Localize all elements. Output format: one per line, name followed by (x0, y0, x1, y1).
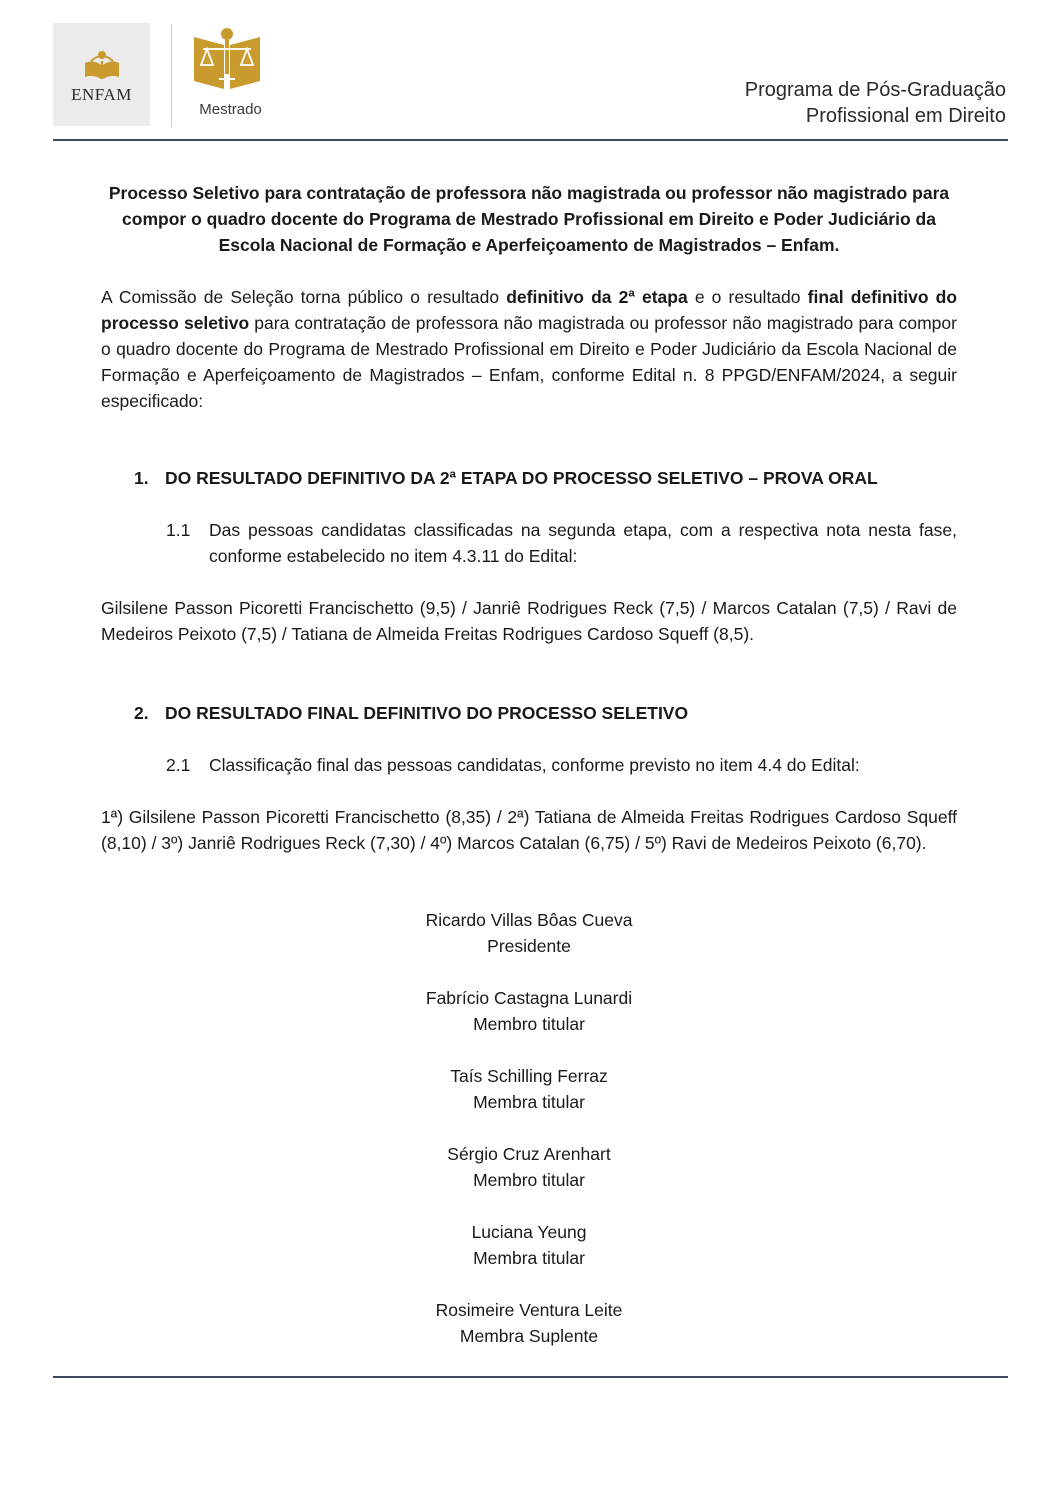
enfam-book-icon (81, 49, 123, 83)
mestrado-scales-book-icon (191, 27, 263, 95)
header-rule (53, 139, 1008, 141)
enfam-logo (53, 23, 150, 126)
mestrado-label: Mestrado (199, 101, 262, 118)
signature-role: Membra titular (473, 1248, 585, 1268)
signature-name: Fabrício Castagna Lunardi (425, 988, 633, 1008)
footer-rule (53, 1376, 1008, 1378)
subsection-1-1 (166, 517, 957, 569)
subsection-2-1 (166, 752, 957, 778)
signature-role: Membra Suplente (459, 1326, 599, 1346)
subsection-2-1-number: 2.1 (166, 755, 191, 775)
intro-text-3: para contratação de professora não magistrada ou professor não magistrado para compor o quadro docente do Programa de Mestrado Profissional em Direito e Poder Judiciário da Escola Nacional de Formação e Aperfeiçoamento de Magistrados – Enfam, conforme Edital n. 8 PPGD/ENFAM/2024, a seguir especificado: (101, 313, 957, 411)
signature-block (101, 907, 957, 1349)
intro-text-2: e o resultado (687, 287, 808, 307)
signature-role: Membro titular (473, 1170, 585, 1190)
section-2-heading (134, 700, 688, 726)
section-1-heading (134, 465, 878, 491)
signature-name: Luciana Yeung (471, 1222, 587, 1242)
subsection-2-1-text: Classificação final das pessoas candidatas, conforme previsto no item 4.4 do Edital: (209, 755, 860, 775)
intro-bold-1: definitivo da 2ª etapa (506, 287, 688, 307)
program-line-1: Programa de Pós-Graduação (744, 79, 1006, 101)
signature-name: Ricardo Villas Bôas Cueva (425, 910, 633, 930)
enfam-logo-text: ENFAM (71, 85, 132, 104)
signature-name: Sérgio Cruz Arenhart (447, 1144, 611, 1164)
subsection-1-1-number: 1.1 (166, 520, 191, 540)
signature-role: Presidente (487, 936, 571, 956)
section-1-title: DO RESULTADO DEFINITIVO DA 2ª ETAPA DO PROCESSO SELETIVO – PROVA ORAL (165, 468, 878, 488)
section-1-number: 1. (134, 468, 149, 488)
signature-name: Rosimeire Ventura Leite (435, 1300, 623, 1320)
section-2-results (101, 804, 957, 856)
section-2-title: DO RESULTADO FINAL DEFINITIVO DO PROCESSO SELETIVO (165, 703, 689, 723)
intro-paragraph (101, 284, 957, 414)
signature-role: Membro titular (473, 1014, 585, 1034)
document-title: Processo Seletivo para contratação de professora não magistrada ou professor não magistrado para compor o quadro docente do Programa de Mestrado Profissional em Direito e Poder Judiciário da Escola Nacional de Formação e Aperfeiçoamento de Magistrados – Enfam. (108, 183, 950, 255)
intro-bold-2: final definitivo do processo seletivo (101, 287, 958, 333)
section-1-results (101, 595, 957, 647)
section-2-number: 2. (134, 703, 149, 723)
program-line-2: Profissional em Direito (805, 105, 1006, 127)
intro-text-1: A Comissão de Seleção torna público o resultado (101, 287, 507, 307)
signature-name: Taís Schilling Ferraz (450, 1066, 608, 1086)
section-2-results-text: 1ª) Gilsilene Passon Picoretti Francischetto (8,35) / 2ª) Tatiana de Almeida Freitas Rodrigues Cardoso Squeff (8,10) / 3º) Janriê Rodrigues Reck (7,30) / 4º) Marcos Catalan (6,75) / 5º) Ravi de Medeiros Peixoto (6,70). (101, 807, 957, 853)
section-1-results-text: Gilsilene Passon Picoretti Francischetto (9,5) / Janriê Rodrigues Reck (7,5) / Marcos Catalan (7,5) / Ravi de Medeiros Peixoto (7,5) / Tatiana de Almeida Freitas Rodrigues Cardoso Squeff (8,5). (101, 598, 957, 644)
signature-role: Membra titular (473, 1092, 585, 1112)
program-name (745, 77, 1006, 129)
subsection-1-1-text: Das pessoas candidatas classificadas na segunda etapa, com a respectiva nota nesta fase, conforme estabelecido no item 4.3.11 do Edital: (209, 520, 957, 566)
